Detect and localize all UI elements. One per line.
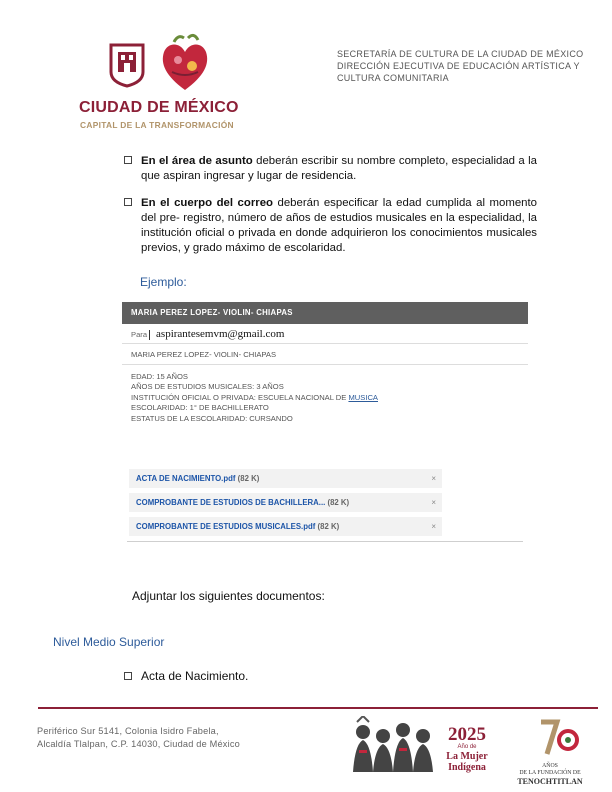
fundacion-label: DE LA FUNDACIÓN DE — [519, 770, 581, 776]
attachment-acta[interactable] — [129, 469, 442, 488]
year-small: Año de — [457, 744, 477, 750]
checkbox-icon — [124, 156, 132, 164]
bullet-text: deberán escribir su nombre completo, especialidad a la que aspiran ingresar y lugar de residencia. — [141, 155, 537, 182]
email-subject-header: MARIA PEREZ LOPEZ- VIOLIN- CHIAPAS — [122, 302, 528, 324]
tenochtitlan-label: TENOCHTITLAN — [517, 777, 583, 786]
email-body[interactable] — [131, 372, 378, 424]
direccion-name: DIRECCIÓN EJECUTIVA DE EDUCACIÓN ARTÍSTICA Y CULTURA COMUNITARIA — [337, 61, 580, 83]
city-title: CIUDAD DE MÉXICO — [79, 99, 239, 116]
ejemplo-label: Ejemplo: — [140, 275, 187, 289]
attachment-name[interactable]: ACTA DE NACIMIENTO.pdf — [136, 474, 236, 483]
heart-logo-icon — [158, 32, 212, 94]
secretaria-heading — [337, 48, 587, 84]
email-example — [122, 302, 528, 542]
bullet-cuerpo — [141, 196, 537, 256]
nivel-heading: Nivel Medio Superior — [53, 635, 165, 649]
attachment-name[interactable]: COMPROBANTE DE ESTUDIOS MUSICALES.pdf — [136, 522, 316, 531]
body-anos: AÑOS DE ESTUDIOS MUSICALES: 3 AÑOS — [131, 382, 284, 392]
checkbox-icon — [124, 672, 132, 680]
remove-attachment-icon[interactable]: × — [431, 522, 436, 531]
cdmx-crest-icon — [108, 42, 146, 88]
email-divider — [127, 541, 523, 542]
city-subtitle: CAPITAL DE LA TRANSFORMACIÓN — [80, 120, 234, 130]
adjuntar-text: Adjuntar los siguientes documentos: — [132, 589, 325, 603]
body-estatus: ESTATUS DE LA ESCOLARIDAD: CURSANDO — [131, 413, 293, 423]
checkbox-icon — [124, 198, 132, 206]
seventy-years-logo-icon — [539, 718, 579, 758]
musica-link: MUSICA — [348, 392, 378, 402]
body-escolaridad: ESCOLARIDAD: 1° DE BACHILLERATO — [131, 403, 269, 413]
email-subject-field[interactable]: MARIA PEREZ LOPEZ- VIOLIN- CHIAPAS — [122, 345, 528, 365]
year-indigena: Indígena — [448, 762, 486, 773]
attachment-bachillerato[interactable] — [129, 493, 442, 512]
acta-item — [141, 669, 248, 683]
remove-attachment-icon[interactable]: × — [431, 498, 436, 507]
attachment-musicales[interactable] — [129, 517, 442, 536]
year-number: 2025 — [448, 724, 486, 745]
secretaria-name: SECRETARÍA DE CULTURA DE LA CIUDAD DE MÉXICO — [337, 49, 584, 59]
bullet-text: deberán especificar la edad cumplida al momento del pre- registro, número de años de estudios musicales en la especialidad, la institución oficial o privada en donde adquirieron los conocimientos musicales previos, y grado máximo de escolaridad. — [141, 197, 537, 254]
bullet-asunto — [141, 154, 537, 184]
attachment-size: (82 K) — [325, 498, 350, 507]
remove-attachment-icon[interactable]: × — [431, 474, 436, 483]
body-edad: EDAD: 15 AÑOS — [131, 372, 188, 381]
address-line-1: Periférico Sur 5141, Colonia Isidro Fabela, — [37, 726, 219, 736]
address-line-2: Alcaldía Tlalpan, C.P. 14030, Ciudad de México — [37, 739, 240, 749]
footer-divider — [38, 707, 598, 709]
para-label: Para — [131, 330, 148, 339]
bullet-bold: En el cuerpo del correo — [141, 197, 273, 209]
anos-label: AÑOS — [542, 763, 558, 769]
to-address: aspirantesemvm@gmail.com — [156, 328, 285, 340]
attachment-size: (82 K) — [315, 522, 340, 531]
anos-70-badge — [510, 718, 590, 786]
year-la-mujer: La Mujer — [446, 751, 488, 762]
attachment-name[interactable]: COMPROBANTE DE ESTUDIOS DE BACHILLERA... — [136, 498, 326, 507]
acta-text: Acta de Nacimiento. — [141, 669, 249, 683]
year-2025-badge — [441, 725, 493, 773]
body-institucion: INSTITUCIÓN OFICIAL O PRIVADA: ESCUELA NACIONAL DE MUSICA — [131, 392, 378, 402]
footer-address — [37, 725, 240, 751]
indigenous-women-illustration-icon — [349, 716, 437, 772]
email-to-field[interactable] — [122, 324, 528, 344]
text-cursor — [149, 330, 150, 340]
attachment-size: (82 K) — [235, 474, 260, 483]
bullet-bold: En el área de asunto — [141, 155, 253, 167]
